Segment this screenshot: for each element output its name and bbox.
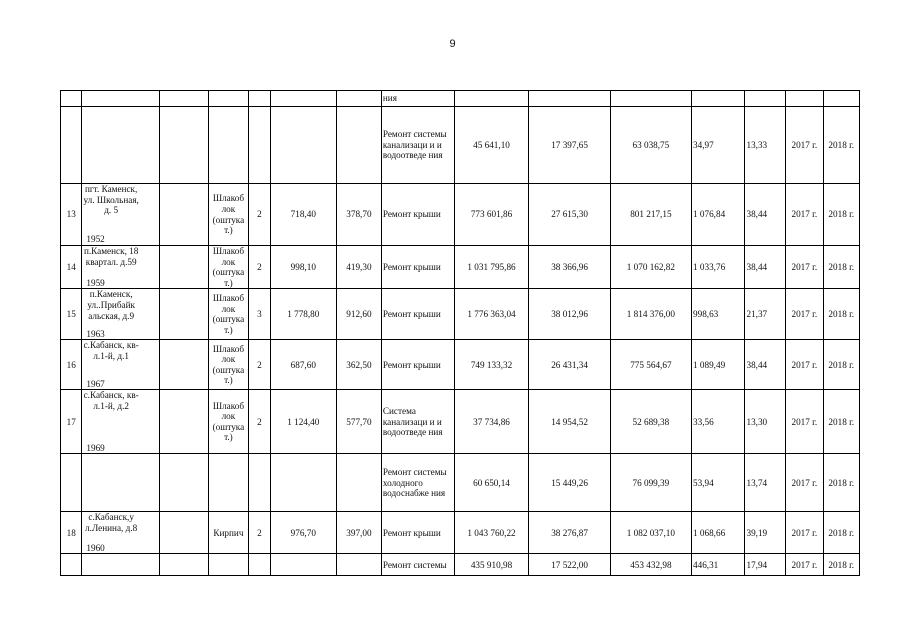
limit-per-m2-cell: 38,44 — [745, 184, 786, 246]
address-cell — [82, 390, 160, 454]
work-type-cell: ния — [381, 91, 454, 107]
end-year-cell: 2018 г. — [823, 246, 859, 289]
empty-cell — [160, 454, 208, 512]
total-area-cell: 1 124,40 — [270, 390, 336, 454]
work-type-cell: Ремонт системы канализаци и и водоотведе ния — [381, 107, 454, 184]
row-number-cell — [61, 91, 82, 107]
table-row — [61, 340, 860, 390]
cost-per-m2-cell: 1 068,66 — [692, 512, 745, 554]
address-text: с.Кабанск, кв-л.1-й, д.2 — [83, 390, 139, 411]
empty-cell — [160, 107, 208, 184]
wall-material-cell: Шлакоб лок (оштука т.) — [208, 289, 249, 340]
wall-material-cell: Шлакоб лок (оштука т.) — [208, 246, 249, 289]
repair-schedule-table — [60, 90, 860, 576]
cost-total-cell: 1 070 162,82 — [610, 246, 691, 289]
wall-material-cell: Шлакоб лок (оштука т.) — [208, 390, 249, 454]
floors-cell — [249, 107, 270, 184]
row-number-cell: 15 — [61, 289, 82, 340]
floors-cell: 2 — [249, 390, 270, 454]
table-row — [61, 454, 860, 512]
limit-per-m2-cell: 38,44 — [745, 340, 786, 390]
table-row — [61, 91, 860, 107]
cost-owners-cell: 38 276,87 — [529, 512, 610, 554]
cost-fund-cell: 60 650,14 — [454, 454, 529, 512]
floors-cell: 2 — [249, 184, 270, 246]
total-area-cell: 976,70 — [270, 512, 336, 554]
wall-material-cell: Кирпич — [208, 512, 249, 554]
cost-fund-cell — [454, 91, 529, 107]
cost-owners-cell: 26 431,34 — [529, 340, 610, 390]
start-year-cell: 2017 г. — [786, 184, 823, 246]
limit-per-m2-cell — [745, 91, 786, 107]
address-cell — [82, 554, 160, 576]
row-number-cell — [61, 107, 82, 184]
work-type-cell: Ремонт крыши — [381, 340, 454, 390]
start-year-cell: 2017 г. — [786, 107, 823, 184]
floors-cell: 2 — [249, 512, 270, 554]
start-year-cell — [786, 91, 823, 107]
row-number-cell: 14 — [61, 246, 82, 289]
limit-per-m2-cell: 17,94 — [745, 554, 786, 576]
row-number-cell: 17 — [61, 390, 82, 454]
total-area-cell: 718,40 — [270, 184, 336, 246]
end-year-cell: 2018 г. — [823, 554, 859, 576]
row-number-cell: 18 — [61, 512, 82, 554]
start-year-cell: 2017 г. — [786, 246, 823, 289]
table-row — [61, 512, 860, 554]
build-year: 1952 — [86, 234, 105, 245]
table-row — [61, 184, 860, 246]
wall-material-cell — [208, 91, 249, 107]
cost-per-m2-cell: 446,31 — [692, 554, 745, 576]
work-type-cell: Ремонт системы холодного водоснабже ния — [381, 454, 454, 512]
work-type-cell: Система канализаци и и водоотведе ния — [381, 390, 454, 454]
cost-per-m2-cell: 33,56 — [692, 390, 745, 454]
empty-cell — [160, 184, 208, 246]
floors-cell — [249, 454, 270, 512]
limit-per-m2-cell: 21,37 — [745, 289, 786, 340]
cost-total-cell: 1 814 376,00 — [610, 289, 691, 340]
living-area-cell: 577,70 — [336, 390, 381, 454]
end-year-cell: 2018 г. — [823, 340, 859, 390]
wall-material-cell — [208, 554, 249, 576]
address-cell — [82, 289, 160, 340]
living-area-cell: 362,50 — [336, 340, 381, 390]
cost-owners-cell: 27 615,30 — [529, 184, 610, 246]
cost-per-m2-cell: 1 033,76 — [692, 246, 745, 289]
living-area-cell — [336, 107, 381, 184]
row-number-cell — [61, 554, 82, 576]
cost-per-m2-cell: 998,63 — [692, 289, 745, 340]
empty-cell — [160, 340, 208, 390]
cost-fund-cell: 1 031 795,86 — [454, 246, 529, 289]
limit-per-m2-cell: 13,74 — [745, 454, 786, 512]
cost-total-cell — [610, 91, 691, 107]
floors-cell — [249, 554, 270, 576]
empty-cell — [160, 246, 208, 289]
wall-material-cell — [208, 454, 249, 512]
start-year-cell: 2017 г. — [786, 390, 823, 454]
address-text: с.Кабанск,у л.Ленина, д.8 — [85, 512, 138, 533]
empty-cell — [160, 289, 208, 340]
cost-owners-cell: 17 522,00 — [529, 554, 610, 576]
limit-per-m2-cell: 38,44 — [745, 246, 786, 289]
build-year: 1960 — [86, 542, 105, 553]
end-year-cell: 2018 г. — [823, 107, 859, 184]
start-year-cell: 2017 г. — [786, 512, 823, 554]
address-cell — [82, 246, 160, 289]
total-area-cell — [270, 554, 336, 576]
address-cell — [82, 107, 160, 184]
end-year-cell: 2018 г. — [823, 454, 859, 512]
start-year-cell: 2017 г. — [786, 554, 823, 576]
cost-owners-cell: 17 397,65 — [529, 107, 610, 184]
table-row — [61, 289, 860, 340]
address-cell — [82, 91, 160, 107]
living-area-cell — [336, 554, 381, 576]
end-year-cell: 2018 г. — [823, 289, 859, 340]
living-area-cell: 419,30 — [336, 246, 381, 289]
address-cell — [82, 184, 160, 246]
cost-owners-cell: 38 366,96 — [529, 246, 610, 289]
limit-per-m2-cell: 13,33 — [745, 107, 786, 184]
start-year-cell: 2017 г. — [786, 454, 823, 512]
page-number: 9 — [449, 38, 456, 50]
end-year-cell: 2018 г. — [823, 390, 859, 454]
address-cell — [82, 512, 160, 554]
end-year-cell — [823, 91, 859, 107]
living-area-cell: 378,70 — [336, 184, 381, 246]
cost-total-cell: 801 217,15 — [610, 184, 691, 246]
cost-total-cell: 63 038,75 — [610, 107, 691, 184]
living-area-cell — [336, 91, 381, 107]
build-year: 1959 — [86, 277, 105, 288]
build-year: 1967 — [86, 378, 105, 389]
table-row — [61, 107, 860, 184]
cost-total-cell: 453 432,98 — [610, 554, 691, 576]
build-year: 1969 — [86, 442, 105, 453]
living-area-cell: 397,00 — [336, 512, 381, 554]
limit-per-m2-cell: 39,19 — [745, 512, 786, 554]
wall-material-cell: Шлакоб лок (оштука т.) — [208, 340, 249, 390]
cost-per-m2-cell: 1 089,49 — [692, 340, 745, 390]
floors-cell: 3 — [249, 289, 270, 340]
empty-cell — [160, 390, 208, 454]
cost-total-cell: 76 099,39 — [610, 454, 691, 512]
living-area-cell — [336, 454, 381, 512]
empty-cell — [160, 554, 208, 576]
build-year: 1963 — [86, 328, 105, 339]
cost-fund-cell: 1 776 363,04 — [454, 289, 529, 340]
total-area-cell — [270, 107, 336, 184]
cost-per-m2-cell: 1 076,84 — [692, 184, 745, 246]
address-text: п.Каменск, 18 квартал. д.59 — [83, 246, 139, 267]
wall-material-cell — [208, 107, 249, 184]
floors-cell — [249, 91, 270, 107]
table-row — [61, 246, 860, 289]
work-type-cell: Ремонт крыши — [381, 512, 454, 554]
cost-fund-cell: 749 133,32 — [454, 340, 529, 390]
address-cell — [82, 454, 160, 512]
end-year-cell: 2018 г. — [823, 184, 859, 246]
cost-per-m2-cell — [692, 91, 745, 107]
cost-owners-cell: 14 954,52 — [529, 390, 610, 454]
work-type-cell: Ремонт крыши — [381, 289, 454, 340]
start-year-cell: 2017 г. — [786, 289, 823, 340]
table-row — [61, 390, 860, 454]
cost-total-cell: 1 082 037,10 — [610, 512, 691, 554]
cost-per-m2-cell: 53,94 — [692, 454, 745, 512]
total-area-cell: 1 778,80 — [270, 289, 336, 340]
cost-total-cell: 775 564,67 — [610, 340, 691, 390]
cost-total-cell: 52 689,38 — [610, 390, 691, 454]
cost-owners-cell — [529, 91, 610, 107]
empty-cell — [160, 91, 208, 107]
row-number-cell: 13 — [61, 184, 82, 246]
address-text: пгт. Каменск, ул. Школьная, д. 5 — [83, 184, 139, 216]
limit-per-m2-cell: 13,30 — [745, 390, 786, 454]
cost-fund-cell: 773 601,86 — [454, 184, 529, 246]
cost-per-m2-cell: 34,97 — [692, 107, 745, 184]
cost-owners-cell: 15 449,26 — [529, 454, 610, 512]
cost-fund-cell: 435 910,98 — [454, 554, 529, 576]
total-area-cell — [270, 454, 336, 512]
total-area-cell: 998,10 — [270, 246, 336, 289]
address-text: п.Каменск, ул..Прибайк альская, д.9 — [87, 289, 135, 321]
cost-fund-cell: 45 641,10 — [454, 107, 529, 184]
row-number-cell — [61, 454, 82, 512]
floors-cell: 2 — [249, 340, 270, 390]
cost-fund-cell: 1 043 760,22 — [454, 512, 529, 554]
start-year-cell: 2017 г. — [786, 340, 823, 390]
address-text: с.Кабанск, кв-л.1-й, д.1 — [83, 340, 139, 361]
row-number-cell: 16 — [61, 340, 82, 390]
empty-cell — [160, 512, 208, 554]
cost-owners-cell: 38 012,96 — [529, 289, 610, 340]
end-year-cell: 2018 г. — [823, 512, 859, 554]
table-row — [61, 554, 860, 576]
floors-cell: 2 — [249, 246, 270, 289]
work-type-cell: Ремонт системы — [381, 554, 454, 576]
wall-material-cell: Шлакоб лок (оштука т.) — [208, 184, 249, 246]
total-area-cell — [270, 91, 336, 107]
cost-fund-cell: 37 734,86 — [454, 390, 529, 454]
address-cell — [82, 340, 160, 390]
work-type-cell: Ремонт крыши — [381, 246, 454, 289]
work-type-cell: Ремонт крыши — [381, 184, 454, 246]
total-area-cell: 687,60 — [270, 340, 336, 390]
living-area-cell: 912,60 — [336, 289, 381, 340]
